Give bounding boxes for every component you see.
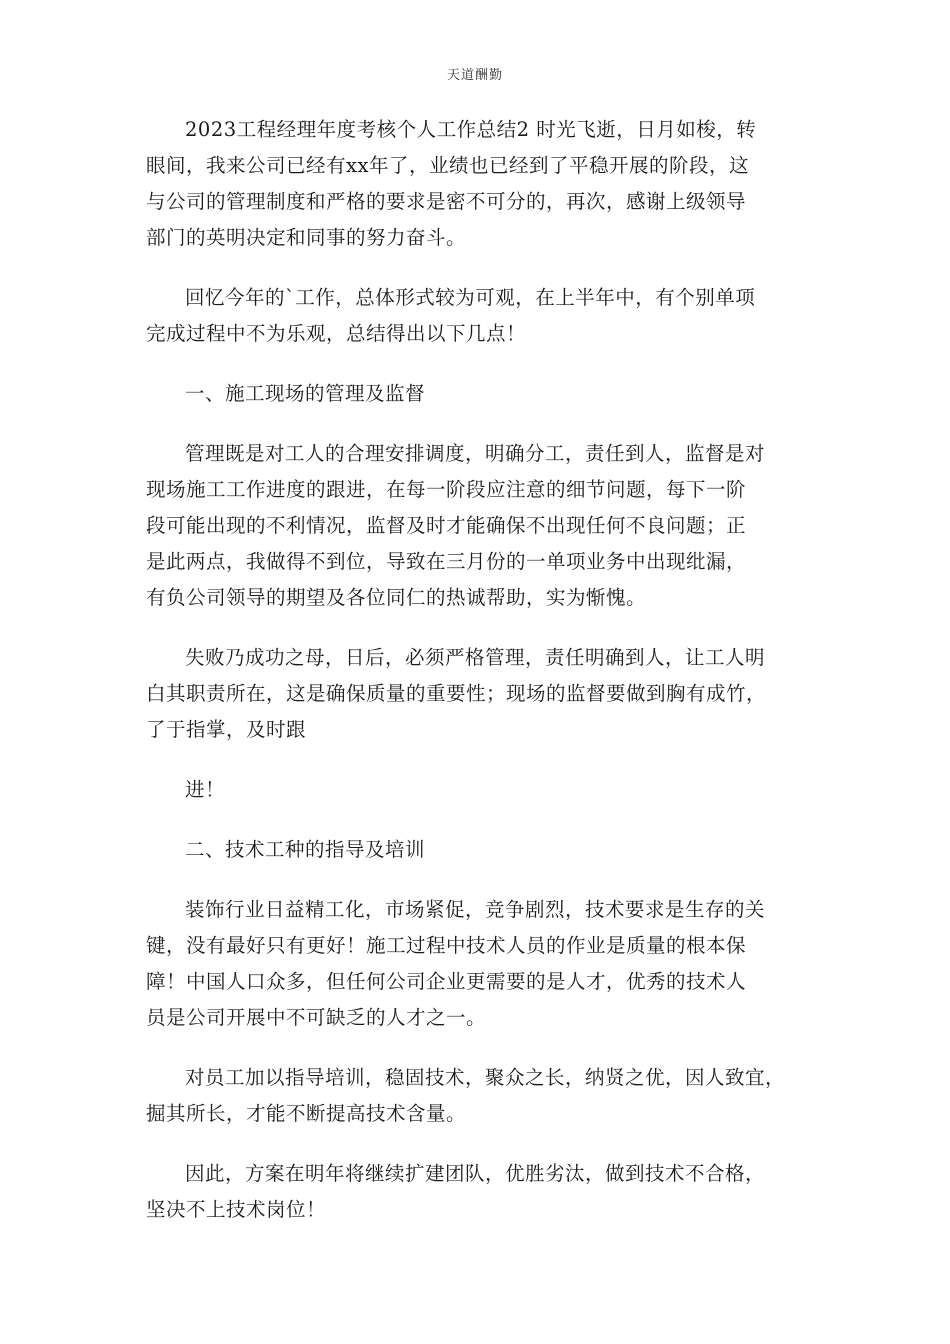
text-line: 与公司的管理制度和严格的要求是密不可分的，再次，感谢上级领导 <box>146 190 747 213</box>
text-line: 进！ <box>185 778 226 801</box>
text-line: 回忆今年的`工作，总体形式较为可观，在上半年中，有个别单项 <box>185 286 756 309</box>
section-heading-1 <box>146 376 810 412</box>
text-line: 因此，方案在明年将继续扩建团队，优胜劣汰，做到技术不合格， <box>185 1162 766 1185</box>
text-line: 是此两点，我做得不到位，导致在三月份的一单项业务中出现纰漏， <box>146 550 747 573</box>
paragraph-continuation <box>146 772 810 808</box>
text-line: 掘其所长，才能不断提高技术含量。 <box>146 1102 467 1125</box>
paragraph-plan <box>146 1156 810 1228</box>
paragraph-management <box>146 436 810 616</box>
document-body <box>146 112 810 1252</box>
text-line: 现场施工工作进度的跟进，在每一阶段应注意的细节问题，每下一阶 <box>146 478 747 501</box>
text-line: 了于指掌，及时跟 <box>146 718 307 741</box>
text-line: 管理既是对工人的合理安排调度，明确分工，责任到人，监督是对 <box>185 442 766 465</box>
text-line: 键，没有最好只有更好！施工过程中技术人员的作业是质量的根本保 <box>146 934 747 957</box>
text-line: 眼间，我来公司已经有xx年了，业绩也已经到了平稳开展的阶段，这 <box>146 154 749 177</box>
text-line: 员是公司开展中不可缺乏的人才之一。 <box>146 1006 487 1029</box>
text-line: 坚决不上技术岗位！ <box>146 1198 327 1221</box>
text-line: 失败乃成功之母，日后，必须严格管理，责任明确到人，让工人明 <box>185 646 766 669</box>
paragraph-industry <box>146 892 810 1036</box>
text-line: 白其职责所在，这是确保质量的重要性；现场的监督要做到胸有成竹， <box>146 682 767 705</box>
text-line: 装饰行业日益精工化，市场紧促，竞争剧烈，技术要求是生存的关 <box>185 898 766 921</box>
paragraph-training <box>146 1060 810 1132</box>
text-line: 障！中国人口众多，但任何公司企业更需要的是人才，优秀的技术人 <box>146 970 747 993</box>
text-line: 完成过程中不为乐观，总结得出以下几点！ <box>146 322 527 345</box>
paragraph-intro <box>146 112 810 256</box>
section-heading-2 <box>146 832 810 868</box>
heading-text: 一、施工现场的管理及监督 <box>185 382 426 405</box>
paragraph-review <box>146 280 810 352</box>
text-line: 2023工程经理年度考核个人工作总结2 时光飞逝，日月如梭，转 <box>185 118 757 141</box>
page-header: 天道酬勤 <box>446 68 503 83</box>
text-line: 有负公司领导的期望及各位同仁的热诚帮助，实为惭愧。 <box>146 586 647 609</box>
text-line: 部门的英明决定和同事的努力奋斗。 <box>146 226 467 249</box>
text-line: 段可能出现的不利情况，监督及时才能确保不出现任何不良问题；正 <box>146 514 747 537</box>
heading-text: 二、技术工种的指导及培训 <box>185 838 426 861</box>
text-line: 对员工加以指导培训，稳固技术，聚众之长，纳贤之优，因人致宜， <box>185 1066 786 1089</box>
paragraph-failure <box>146 640 810 748</box>
